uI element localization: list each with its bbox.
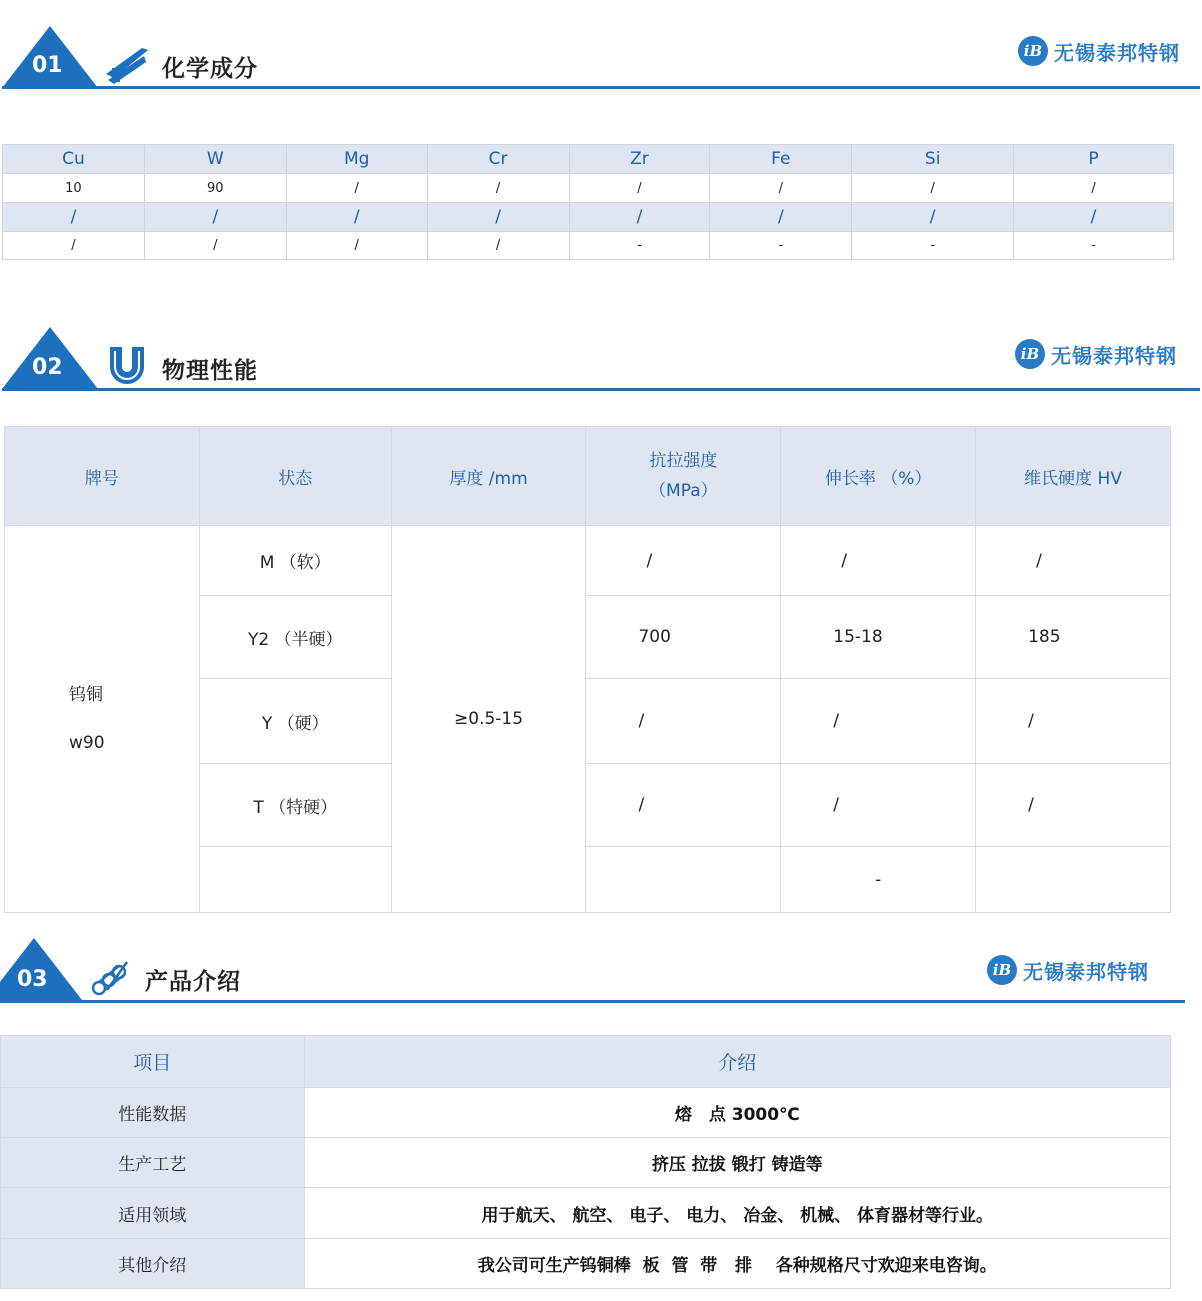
section-header-03 — [0, 938, 1202, 1030]
header-elongation: 伸长率 （%） — [781, 427, 976, 526]
tensile-cell: / — [586, 526, 781, 596]
grade-cell — [5, 526, 200, 913]
section-underline — [0, 1000, 1185, 1003]
table-cell: - — [569, 232, 710, 260]
section-number: 03 — [17, 967, 48, 992]
header-state: 状态 — [199, 427, 391, 526]
brand-mark-icon: iB — [1015, 339, 1045, 369]
table-cell: / — [710, 174, 852, 203]
header-cell: P — [1014, 145, 1174, 174]
hardness-cell: 185 — [976, 596, 1171, 679]
table-row — [1, 1088, 1171, 1138]
table-header-row — [3, 145, 1174, 174]
hardness-cell: / — [976, 764, 1171, 847]
header-cell: Si — [852, 145, 1014, 174]
table-cell: / — [569, 203, 710, 232]
table-row — [5, 526, 1171, 596]
chemical-composition-table — [2, 144, 1174, 260]
table-cell: / — [286, 174, 427, 203]
section-underline — [2, 388, 1200, 391]
row-value: 用于航天、 航空、 电子、 电力、 冶金、 机械、 体育器材等行业。 — [304, 1188, 1170, 1239]
section-number: 02 — [32, 355, 63, 380]
product-intro-table — [0, 1035, 1171, 1289]
row-label: 其他介绍 — [1, 1239, 305, 1289]
section-title: 物理性能 — [162, 358, 258, 384]
header-tensile-line1: 抗拉强度 — [649, 451, 718, 471]
state-cell: M （软） — [199, 526, 391, 596]
row-label: 适用领域 — [1, 1188, 305, 1239]
brand-logo — [1018, 36, 1180, 66]
section-number: 01 — [32, 53, 63, 78]
state-cell — [199, 847, 391, 913]
table-cell: / — [3, 203, 145, 232]
beam-icon — [104, 44, 150, 84]
section-title: 产品介绍 — [145, 969, 241, 995]
table-cell: / — [427, 174, 569, 203]
brand-name: 无锡泰邦特钢 — [1023, 959, 1149, 984]
tensile-cell: / — [586, 764, 781, 847]
brand-logo — [987, 955, 1149, 985]
table-cell: / — [427, 232, 569, 260]
table-row — [3, 232, 1174, 260]
elongation-cell: - — [781, 847, 976, 913]
elongation-cell: / — [781, 679, 976, 764]
table-cell: / — [1014, 174, 1174, 203]
section-header-01 — [0, 26, 1202, 118]
grade-code: w90 — [69, 733, 105, 753]
table-header-row — [5, 427, 1171, 526]
hardness-cell: / — [976, 679, 1171, 764]
elongation-cell: / — [781, 526, 976, 596]
table-header-row — [1, 1036, 1171, 1088]
tensile-cell: / — [586, 679, 781, 764]
section-underline — [2, 86, 1200, 89]
brand-name: 无锡泰邦特钢 — [1054, 40, 1180, 65]
header-grade: 牌号 — [5, 427, 200, 526]
table-cell: / — [286, 232, 427, 260]
header-item: 项目 — [1, 1036, 305, 1088]
section-title: 化学成分 — [162, 56, 258, 82]
table-row — [1, 1188, 1171, 1239]
table-cell: / — [710, 203, 852, 232]
brand-name: 无锡泰邦特钢 — [1051, 343, 1177, 368]
table-cell: / — [144, 232, 286, 260]
table-cell: / — [3, 232, 145, 260]
thickness-cell: ≥0.5-15 — [391, 526, 586, 913]
header-cell: Fe — [710, 145, 852, 174]
table-row — [1, 1138, 1171, 1188]
table-cell: / — [144, 203, 286, 232]
brand-logo — [1015, 339, 1177, 369]
grade-name: 钨铜 — [69, 685, 103, 705]
row-value: 我公司可生产钨铜棒 板 管 带 排 各种规格尺寸欢迎来电咨询。 — [304, 1239, 1170, 1289]
header-thickness: 厚度 /mm — [391, 427, 586, 526]
brand-mark-icon: iB — [987, 955, 1017, 985]
table-cell: / — [286, 203, 427, 232]
header-tensile-line2: （MPa） — [649, 481, 718, 501]
magnet-icon — [106, 345, 148, 387]
table-cell: 90 — [144, 174, 286, 203]
state-cell: T （特硬） — [199, 764, 391, 847]
table-row — [3, 174, 1174, 203]
table-cell: / — [852, 174, 1014, 203]
header-cell: W — [144, 145, 286, 174]
header-tensile — [586, 427, 781, 526]
row-value: 挤压 拉拔 锻打 铸造等 — [304, 1138, 1170, 1188]
table-cell: / — [427, 203, 569, 232]
table-cell: 10 — [3, 174, 145, 203]
physical-properties-table — [4, 426, 1171, 913]
table-cell: - — [710, 232, 852, 260]
brand-mark-icon: iB — [1018, 36, 1048, 66]
table-cell: - — [1014, 232, 1174, 260]
header-cell: Cr — [427, 145, 569, 174]
hardness-cell — [976, 847, 1171, 913]
table-cell: / — [1014, 203, 1174, 232]
table-row — [1, 1239, 1171, 1289]
table-cell: / — [852, 203, 1014, 232]
row-label: 性能数据 — [1, 1088, 305, 1138]
row-label: 生产工艺 — [1, 1138, 305, 1188]
table-cell: / — [569, 174, 710, 203]
table-row — [3, 203, 1174, 232]
state-cell: Y2 （半硬） — [199, 596, 391, 679]
section-header-02 — [0, 327, 1202, 419]
elongation-cell: 15-18 — [781, 596, 976, 679]
tensile-cell: 700 — [586, 596, 781, 679]
header-cell: Mg — [286, 145, 427, 174]
header-intro: 介绍 — [304, 1036, 1170, 1088]
header-cell: Cu — [3, 145, 145, 174]
elongation-cell: / — [781, 764, 976, 847]
coil-icon — [89, 954, 133, 998]
state-cell: Y （硬） — [199, 679, 391, 764]
hardness-cell: / — [976, 526, 1171, 596]
header-hardness: 维氏硬度 HV — [976, 427, 1171, 526]
tensile-cell — [586, 847, 781, 913]
row-value: 熔 点 3000℃ — [304, 1088, 1170, 1138]
table-cell: - — [852, 232, 1014, 260]
header-cell: Zr — [569, 145, 710, 174]
